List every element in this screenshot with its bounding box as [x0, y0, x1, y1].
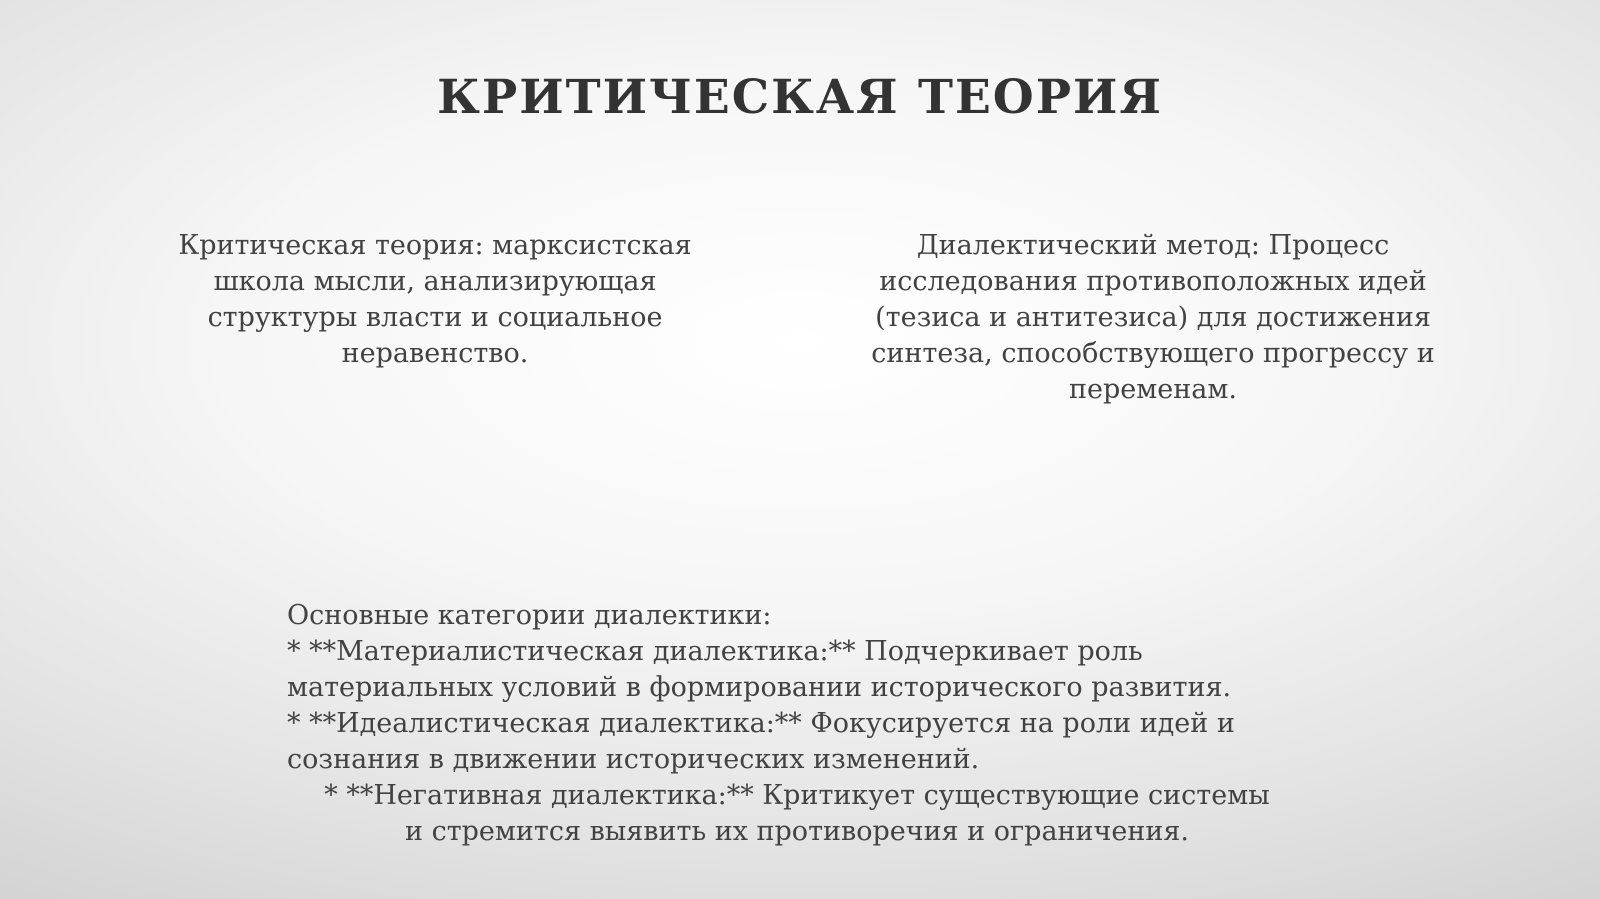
- slide-title: КРИТИЧЕСКАЯ ТЕОРИЯ: [437, 70, 1163, 125]
- bottom-line: * **Материалистическая диалектика:** Подчеркивает роль: [287, 636, 1143, 667]
- bottom-line: * **Негативная диалектика:** Критикует существующие системы: [324, 780, 1270, 811]
- bottom-line: * **Идеалистическая диалектика:** Фокусируется на роли идей и: [287, 708, 1235, 739]
- bottom-line-heading: Основные категории диалектики:: [287, 600, 772, 631]
- bottom-text-block: [287, 598, 1317, 850]
- bottom-line: сознания в движении исторических изменений.: [287, 744, 980, 775]
- bottom-centered-block: [287, 778, 1307, 850]
- right-text-block: Диалектический метод: Процесс исследования противоположных идей (тезиса и антитезиса) для достижения синтеза, способствующего прогрессу и переменам.: [871, 230, 1435, 405]
- left-text-block: Критическая теория: марксистская школа мысли, анализирующая структуры власти и социальное неравенство.: [178, 230, 692, 369]
- bottom-line: и стремится выявить их противоречия и ограничения.: [405, 816, 1189, 847]
- bottom-line: материальных условий в формировании исторического развития.: [287, 672, 1232, 703]
